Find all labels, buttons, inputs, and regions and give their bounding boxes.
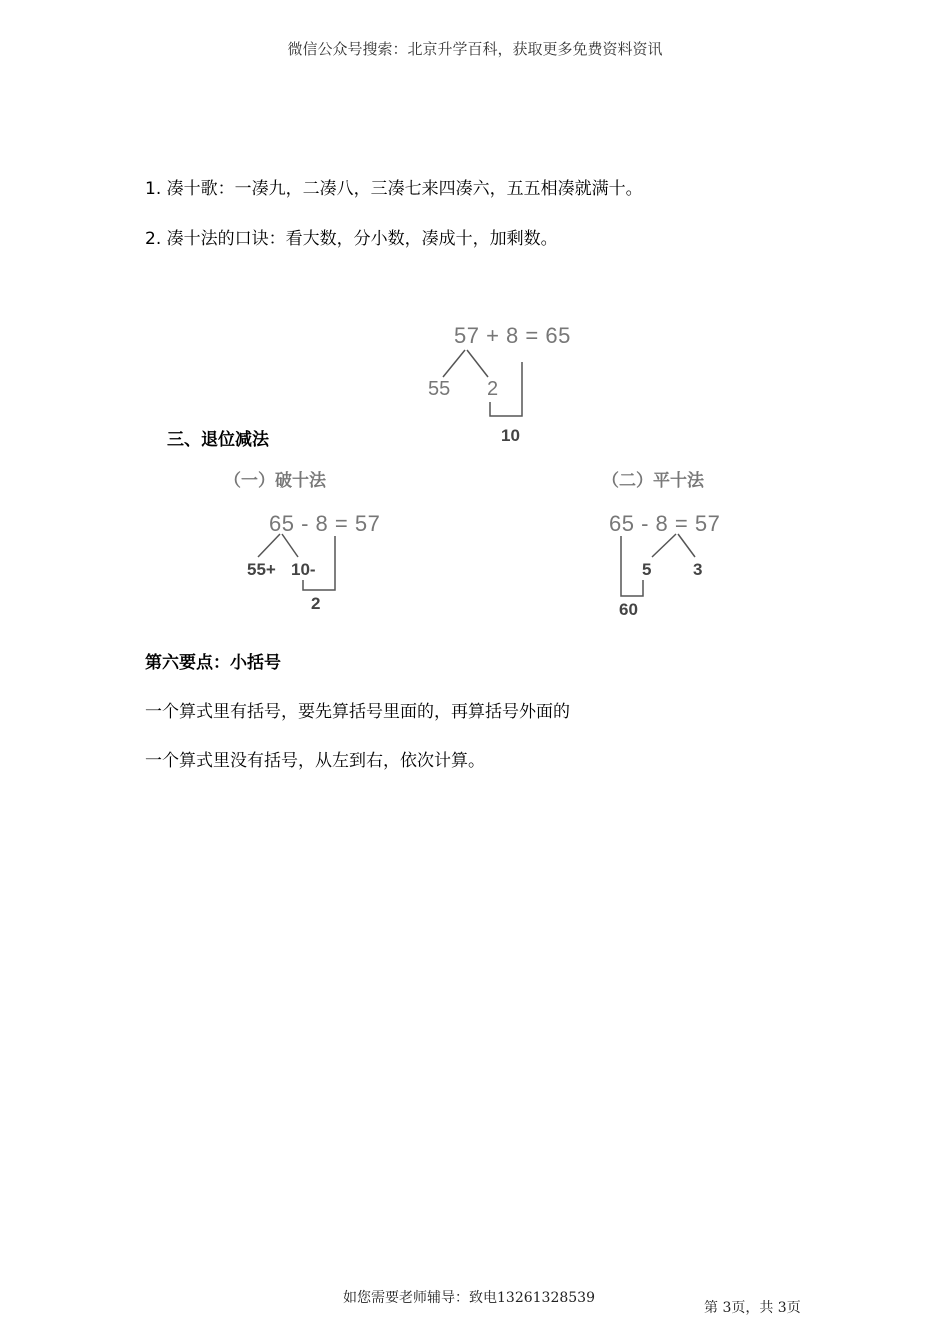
method-2-result: 60 (619, 600, 638, 619)
section-six-title: 第六要点：小括号 (145, 653, 281, 673)
section-six-line-1: 一个算式里有括号，要先算括号里面的，再算括号外面的 (145, 702, 570, 722)
addition-equation: 57 + 8 = 65 (454, 323, 571, 348)
method-2-bracket (621, 536, 643, 596)
section-six-line-2: 一个算式里没有括号，从左到右，依次计算。 (145, 751, 485, 771)
method-1-branch-right (282, 534, 298, 557)
addition-bracket (490, 362, 522, 416)
addition-branch-right (467, 350, 488, 377)
method-2-branch-right (678, 534, 695, 557)
method-2-title: （二）平十法 (602, 471, 704, 491)
method-1-split-left: 55+ (247, 560, 276, 579)
addition-split-left: 55 (428, 378, 451, 400)
addition-split-right: 2 (487, 378, 499, 400)
footer-page-number: 第 3页，共 3页 (704, 1300, 801, 1316)
method-1-title: （一）破十法 (224, 471, 326, 491)
method-2-equation: 65 - 8 = 57 (609, 511, 721, 536)
method-2-split-right: 3 (693, 560, 703, 579)
rule-2: 2. 凑十法的口诀：看大数，分小数，凑成十，加剩数。 (145, 229, 558, 249)
method-1-split-right: 10- (291, 560, 316, 579)
page-header: 微信公众号搜索：北京升学百科，获取更多免费资料资讯 (287, 40, 663, 58)
method-1-equation: 65 - 8 = 57 (269, 511, 381, 536)
footer-contact: 如您需要老师辅导：致电13261328539 (343, 1290, 595, 1306)
section-three-title: 三、退位减法 (167, 430, 269, 450)
method-2-split-left: 5 (642, 560, 652, 579)
rule-1: 1. 凑十歌：一凑九，二凑八，三凑七来四凑六，五五相凑就满十。 (145, 179, 643, 199)
method-1-result: 2 (311, 594, 321, 613)
addition-sum: 10 (501, 426, 520, 445)
addition-branch-left (443, 350, 465, 377)
method-1-bracket (303, 536, 335, 590)
method-1-branch-left (258, 534, 280, 557)
method-2-branch-left (652, 534, 676, 557)
